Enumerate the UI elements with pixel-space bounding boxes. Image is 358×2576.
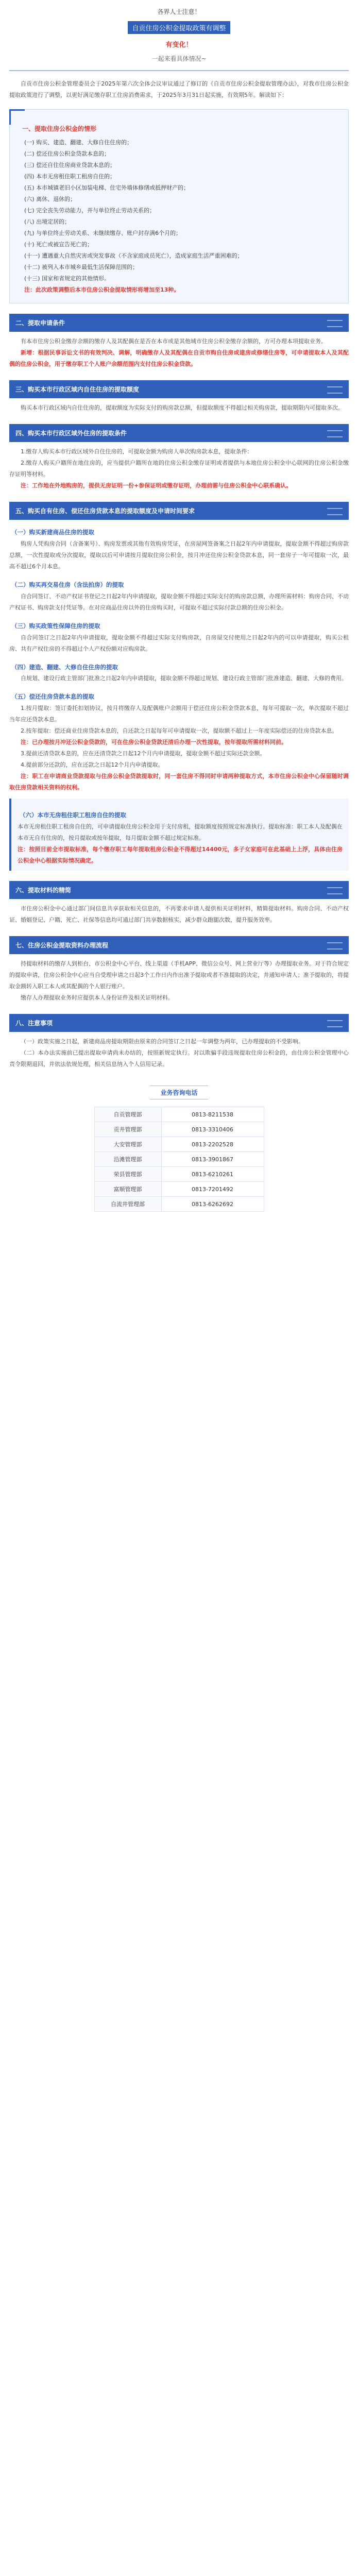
s5-item-body: 购房人凭购房合同（含备案号）、购房发票或其他有效购房凭证，在房屋网签备案之日起2年内申请提取，提取金额不得超过购房款总额，一次性提取或分次提取，提取以后可申请按月提取住房公积金，按月冲还住房公积金贷款本息，同一套房子一年可提取一次，最高不超过6个月本息。 xyxy=(9,540,349,570)
s5-item-body: 自规划、建设行政主管部门批准之日起2年内申请提取，提取金额不得超过规划、建设行政主管部门批准建造、翻建、大修的费用。 xyxy=(21,675,347,682)
s2-paragraph: 有本市住房公积金缴存余额的缴存人及其配偶在是否在本市或是其他城市住房公积金缴存余额的，方可办理本项提取业务。 xyxy=(21,338,327,345)
contact-heading: 业务咨询电话 xyxy=(150,1086,208,1099)
s5-note: 2.按年提取：偿还商业住房贷款本息的，自还款之日起每年可申请提取一次，提取额不超过上一年度实际偿还的住房贷款本息。 xyxy=(21,727,338,735)
phone-number[interactable]: 0813-7201492 xyxy=(161,1182,264,1197)
s5-rent-note: 注：按照目前全市提取标准，每个缴存职工每年提取租房公积金不得超过14400元，多子女家庭可在此基础上上浮，具体由住房公积金中心根据实际情况确定。 xyxy=(18,846,343,865)
rent-panel xyxy=(9,799,349,871)
office-name: 富顺管理部 xyxy=(94,1182,161,1197)
s5-item-body: 自合同签订之日起2年内申请提取，提取金额不得超过实际支付购房款，自房屋交付使用之日起2年内的可以申请提取，购买公租房、共有产权住房的不得超过个人产权份额对应购房款。 xyxy=(9,634,349,652)
intro-lead: 一起来看具体情况~ xyxy=(151,55,207,62)
catalog-item: (六) 离休、退休的； xyxy=(24,196,76,202)
office-name: 自流井管理部 xyxy=(94,1197,161,1212)
s5-item-body: 1.按月提取：签订委托扣划协议，按月将缴存人及配偶账户余额用于偿还住房公积金贷款本息，每年可提取一次，单次提取不超过当年应还贷款本息。 xyxy=(9,705,349,723)
table-row xyxy=(94,1197,264,1212)
s5-note: 注：已办理按月冲还公积金贷款的，可在住房公积金贷款还清后办理一次性提取，按年提取所需材料同前。 xyxy=(21,739,287,746)
catalog-item: (十) 死亡或被宣告死亡的； xyxy=(24,241,93,248)
s5-note: 注：职工在申请商业贷款提取与住房公积金贷款提取时，同一套住房不得同时申请两种提取方式，本市住房公积金中心保留随时调取住房贷款相关资料的权利。 xyxy=(9,773,349,791)
s5-rent-body: 本市无房租住职工租房自住的，可申请提取住房公积金用于支付房租，提取额度按照规定标准执行。提取标准：职工本人及配偶在本市无自有住房的，按月提取或按年提取，每月提取金额不超过规定标准。 xyxy=(18,823,343,842)
intro-block xyxy=(9,0,349,63)
section-header: 四、购买本市行政区域外住房的提取条件 xyxy=(9,424,349,442)
phone-number[interactable]: 0813-6262692 xyxy=(161,1197,264,1212)
section-header: 三、购买本市行政区域内自住住房的提取额度 xyxy=(9,380,349,398)
s5-item-body: 自合同签订、不动产权证书登记之日起2年内申请提取，提取金额不得超过实际支付的购房款总额，办理所需材料：购房合同、不动产权证书、购房款支付凭证等。在对应商品住房以外的住房购买时，可提取不超过实际付款总额的住房公积金。 xyxy=(9,592,349,611)
contact-table xyxy=(94,1107,264,1212)
catalog-item: (三) 偿还自住住房商业贷款本息的； xyxy=(24,162,116,168)
s4-paragraph: 2.缴存人购买户籍所在地住房的，应当提供户籍所在地的住房公积金缴存证明或者提供与本地住房公积金中心联网的住房公积金缴存证明等材料。 xyxy=(9,460,349,478)
s5-note: 4.提前部分还款的，应在还款之日起12个月内申请提取。 xyxy=(21,761,164,769)
phone-number[interactable]: 0813-3901867 xyxy=(161,1152,264,1167)
section-header: 六、提取材料的精简 xyxy=(9,881,349,899)
phone-number[interactable]: 0813-3310406 xyxy=(161,1122,264,1137)
phone-number[interactable]: 0813-6210261 xyxy=(161,1167,264,1182)
catalog-box xyxy=(9,109,349,303)
catalog-item: (五) 本市城镇老旧小区加装电梯、住宅外墙体修缮或抵押财产的； xyxy=(24,184,190,191)
catalog-item: (十一) 遭遇重大自然灾害或突发事故（不含家庭成员死亡），造成家庭生活严重困难的； xyxy=(24,252,243,259)
s5-rent-heading: （六）本市无房租住职工租房自住的提取 xyxy=(20,811,126,819)
catalog-item: (二) 偿还住房公积金贷款本息的； xyxy=(24,150,110,157)
contact-section xyxy=(9,1086,349,1212)
divider xyxy=(9,70,349,71)
section-header: 二、提取申请条件 xyxy=(9,314,349,332)
intro-change: 有变化！ xyxy=(165,41,193,49)
s5-item-heading: （一）购买新建商品住房的提取 xyxy=(11,529,94,536)
table-row xyxy=(94,1107,264,1122)
s4-note: 注：工作地在外地购房的，提供无房证明一份+参保证明或缴存证明，办理前需与住房公积金中心联系确认。 xyxy=(21,482,292,489)
office-name: 沿滩管理部 xyxy=(94,1152,161,1167)
table-row xyxy=(94,1167,264,1182)
catalog-item: (十二) 被列入本市城乡最低生活保障范围的； xyxy=(24,264,139,270)
office-name: 自贡管理部 xyxy=(94,1107,161,1122)
s5-item-heading: （五）偿还住房贷款本息的提取 xyxy=(11,693,94,701)
intro-greeting: 各界人士注意！ xyxy=(157,8,201,15)
s5-note: 3.提前还清贷款本息的，应在还清贷款之日起12个月内申请提取，提取金额不超过实际还款金额。 xyxy=(21,750,266,757)
opening-paragraph: 自贡市住房公积金管理委员会于2025年第六次全体会议审议通过了修订的《自贡市住房公积金提取管理办法》，对我市住房公积金提取政策进行了调整，以更好满足缴存职工住房消费需求，于2025年3月31日起实施，有效期5年。解读如下： xyxy=(9,80,349,98)
catalog-item: (八) 出境定居的； xyxy=(24,218,71,225)
table-row xyxy=(94,1152,264,1167)
s6-paragraph: 市住房公积金中心通过部门间信息共享获取相关信息的，不再要求申请人提供相关证明材料，精简提取材料。购房合同、不动产权证、婚姻登记、户籍、死亡、社保等信息均可通过部门共享数据核实，减少群众跑腿次数，提升服务效率。 xyxy=(9,905,349,924)
s2-new-rule: 新增：根据民事诉讼文书的有效判决、调解，明确缴存人及其配偶在自贡市购自住房或建房或修缮住房等，可申请提取本人及其配偶的住房公积金，用于缴存职工个人账户余额范围内支付住房公积金贷款。 xyxy=(9,349,349,367)
table-row xyxy=(94,1122,264,1137)
s5-item-heading: （二）购买再交易住房（含法拍房）的提取 xyxy=(11,581,124,588)
table-row xyxy=(94,1182,264,1197)
s8-paragraph: （一）政策实施之日起，新建商品房提取期限由原来的合同签订之日起一年调整为两年，已办理提取的不受影响。 xyxy=(21,1038,304,1045)
s5-item-heading: （四）建造、翻建、大修自住住房的提取 xyxy=(11,663,118,671)
s7-tail: 缴存人办理提取业务时应提供本人身份证件及相关证明材料。 xyxy=(21,994,174,1002)
office-name: 荣县管理部 xyxy=(94,1167,161,1182)
section-header: 五、购买自有住房、偿还住房贷款本息的提取额度及申请时间要求 xyxy=(9,502,349,520)
office-name: 贡井管理部 xyxy=(94,1122,161,1137)
s4-paragraph: 1.缴存人购买本市行政区域外自住住房的，可提取金额为购房人单次购房款本息，提取条件： xyxy=(21,448,253,455)
table-row xyxy=(94,1137,264,1152)
catalog-item: (一) 购买、建造、翻建、大修自住住房的； xyxy=(24,139,133,146)
catalog-item: (四) 本市无房租住职工租房自住的； xyxy=(24,173,116,180)
intro-headline: 自贡住房公积金提取政策有调整 xyxy=(128,21,230,34)
s5-item-heading: （三）购买政策性保障住房的提取 xyxy=(11,622,100,630)
catalog-title: 一、提取住房公积金的情形 xyxy=(22,125,97,132)
catalog-item: (七) 完全丧失劳动能力，并与单位终止劳动关系的； xyxy=(24,207,156,214)
phone-number[interactable]: 0813-2202528 xyxy=(161,1137,264,1152)
catalog-item: (九) 与单位终止劳动关系、未继续缴存、账户封存满6个月的； xyxy=(24,230,182,236)
phone-number[interactable]: 0813-8211538 xyxy=(161,1107,264,1122)
section-header: 八、注意事项 xyxy=(9,1014,349,1032)
corner-decoration xyxy=(9,109,25,125)
office-name: 大安管理部 xyxy=(94,1137,161,1152)
s3-paragraph: 购买本市行政区域内自住住房的，提取额度为实际支付的购房款总额，但提取额度不得超过相关购房款，提取期限内可提取多次。 xyxy=(21,404,344,411)
section-header: 七、住房公积金提取资料办理流程 xyxy=(9,936,349,954)
s7-paragraph: 持提取材料的缴存人到柜台、市公积金中心平台、线上渠道（手机APP、微信公众号、网上营业厅等）办理提取业务。对于符合规定的提取申请，住房公积金中心应当自受理申请之日起3个工作日内作出准予提取或者不准提取的决定，并通知申请人；准予提取的，将提取金额转入职工本人或其配偶的个人银行账户。 xyxy=(9,960,349,990)
catalog-note: 注：此次政策调整后本市住房公积金提取情形将增加至13种。 xyxy=(24,286,180,293)
catalog-item: (十三) 国家和省规定的其他情形。 xyxy=(24,275,110,282)
s8-paragraph: （二）本办法实施前已提出提取申请尚未办结的，按照新规定执行。对以欺骗手段违规提取住房公积金的，由住房公积金管理中心责令限期退回，并依法依规处理，相关信息纳入个人信用记录。 xyxy=(9,1049,349,1068)
